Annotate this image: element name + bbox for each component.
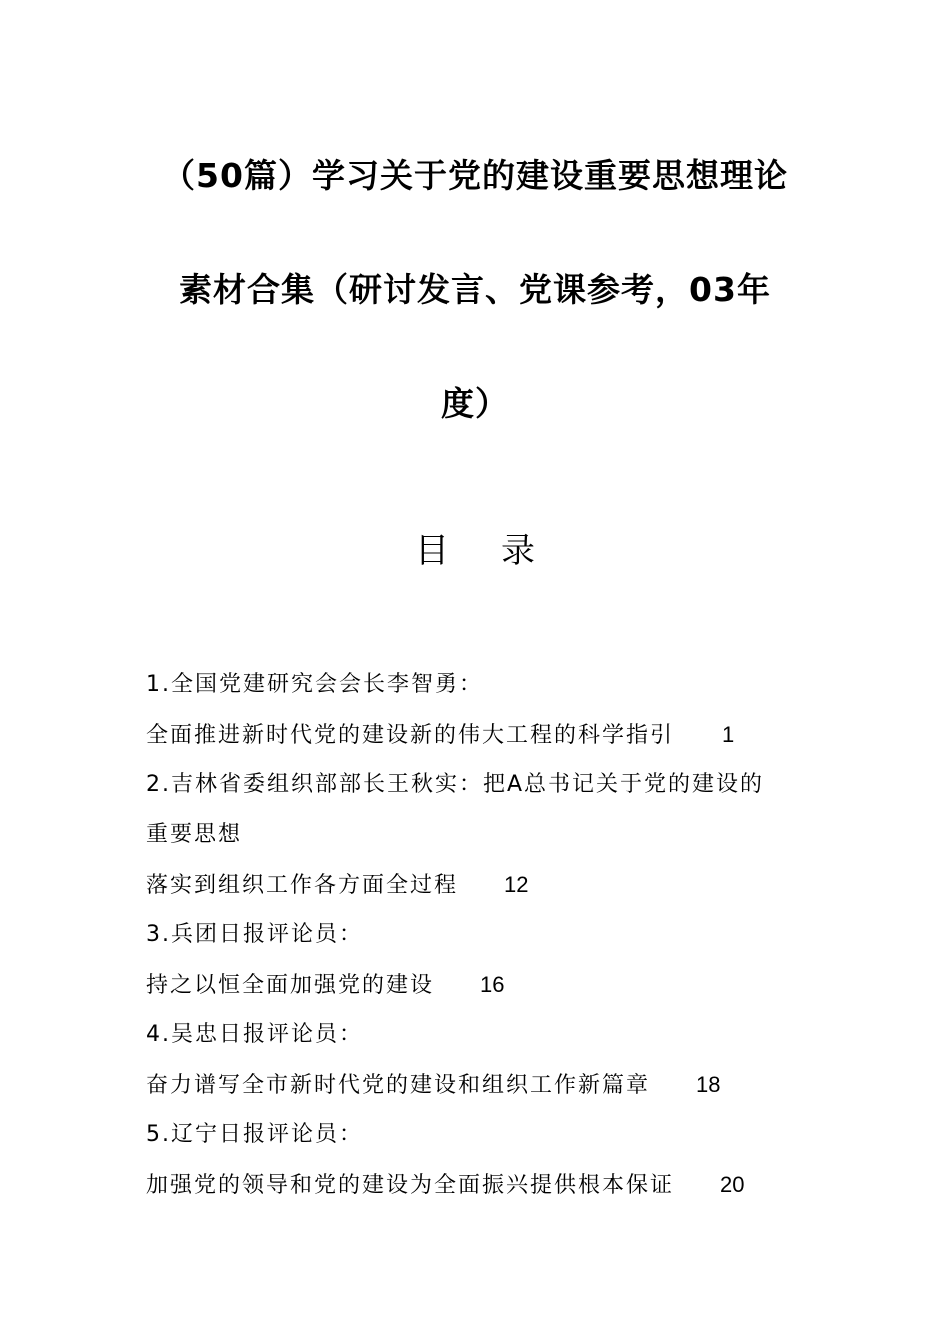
title-line-3: 度） [441,384,509,423]
title-line-2: 素材合集（研讨发言、党课参考，03年 [179,270,771,309]
toc-entry-1-page: 1 [722,722,735,747]
toc-entry-2-title-row[interactable] [146,860,826,910]
toc-entry-3-title-row[interactable] [146,960,826,1010]
toc-entry-4-page: 18 [696,1072,721,1097]
toc-entry-3-header: 3.兵团日报评论员： [146,922,363,947]
toc-entry-4-title-row[interactable] [146,1060,826,1110]
toc-entry-2-page: 12 [504,872,529,897]
title-line-1: （50篇）学习关于党的建设重要思想理论 [162,156,788,195]
toc-entry-5-header: 5.辽宁日报评论员： [146,1122,363,1147]
toc-entry-5-title: 加强党的领导和党的建设为全面振兴提供根本保证 [146,1173,675,1198]
toc-entry-1-header: 1.全国党建研究会会长李智勇： [146,672,483,697]
toc-entry-1-title-row[interactable] [146,710,826,760]
toc-entry-3-title: 持之以恒全面加强党的建设 [146,973,435,998]
toc-entry-2-header: 2.吉林省委组织部部长王秋实：把A总书记关于党的建设的 [146,772,765,797]
toc-entry-4-header: 4.吴忠日报评论员： [146,1022,363,1047]
toc-entry-2-title: 落实到组织工作各方面全过程 [146,873,459,898]
toc-entry-5-page: 20 [720,1172,745,1197]
toc-entry-5-title-row[interactable] [146,1160,826,1210]
toc-heading-char-2: 录 [501,531,535,571]
toc-heading-char-1: 目 [415,531,449,571]
table-of-contents [146,660,826,1210]
toc-entry-1-title: 全面推进新时代党的建设新的伟大工程的科学指引 [146,723,675,748]
document-title [140,148,810,490]
toc-entry-2-header-cont: 重要思想 [146,822,243,847]
toc-entry-3-page: 16 [480,972,505,997]
toc-entry-4-title: 奋力谱写全市新时代党的建设和组织工作新篇章 [146,1073,651,1098]
toc-heading [0,526,950,576]
